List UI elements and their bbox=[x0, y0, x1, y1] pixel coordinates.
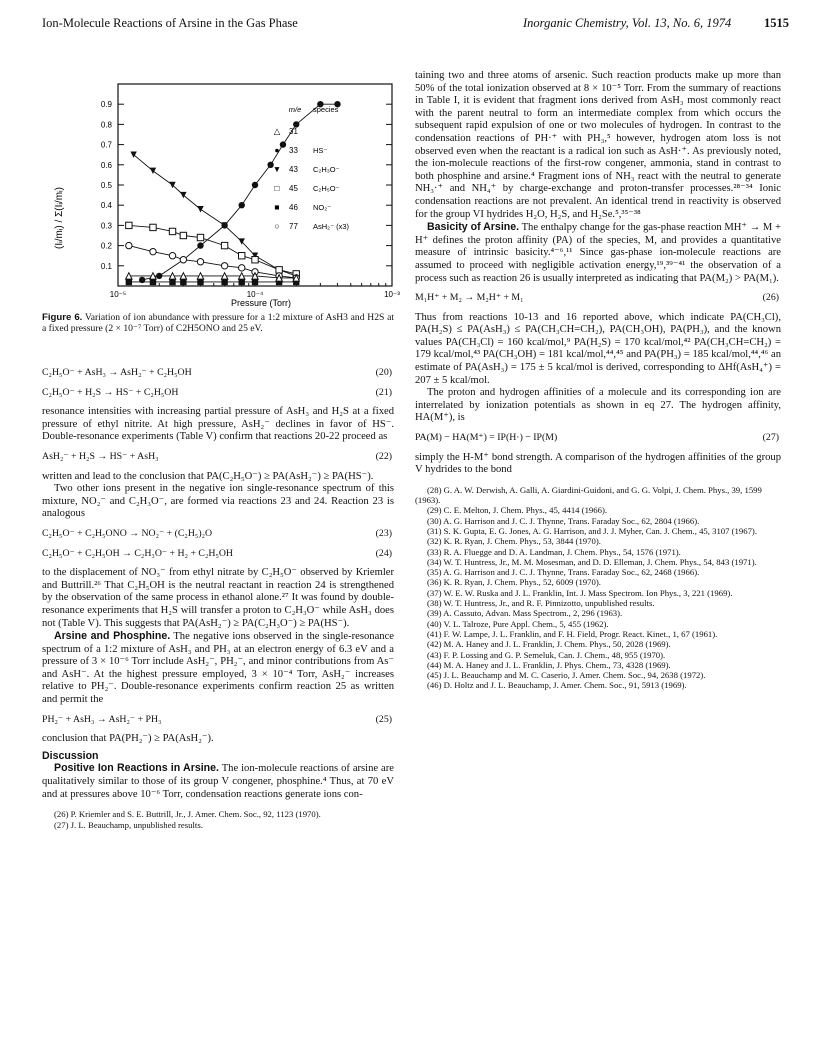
legend-marker: ■ bbox=[274, 202, 280, 212]
paragraph: resonance intensities with increasing partial pressure of AsH₃ and H₂S at a fixed pressure of ethyl nitrite. At high pressure, AsH₂⁻ declines in favor of HS⁻. Double-resonance experiments (Table V) confirm that reactions 20-22 proceed as bbox=[42, 406, 394, 443]
data-point bbox=[180, 279, 186, 285]
figure-caption-label: Figure 6. bbox=[42, 312, 83, 323]
legend-marker: △ bbox=[273, 126, 281, 136]
y-tick-label: 0.4 bbox=[100, 201, 112, 211]
reference-item: (44) M. A. Haney and J. L. Franklin, J. Phys. Chem., 73, 4328 (1969). bbox=[427, 659, 671, 670]
reference-item: (39) A. Cassuto, Advan. Mass Spectrom., 2, 296 (1963). bbox=[427, 608, 623, 619]
data-point bbox=[221, 242, 227, 248]
data-point bbox=[276, 267, 282, 273]
equation-21 bbox=[42, 387, 394, 400]
reference-item: (42) M. A. Haney and J. L. Franklin, J. Chem. Phys., 50, 2028 (1969). bbox=[427, 639, 671, 650]
reference-item: (28) G. A. W. Derwish, A. Galli, A. Giardini-Guidoni, and G. G. Volpi, J. Chem. Phys., 39, 1599 (1963). bbox=[415, 484, 762, 506]
figure-6-chart bbox=[40, 78, 402, 310]
legend-mz: 33 bbox=[289, 146, 298, 155]
paragraph: Two other ions present in the negative ion single-resonance spectrum of this mixture, NO₂⁻ and C₂H₃O⁻, are formed via reactions 23 and 24. Reaction 23 is analogous bbox=[42, 483, 394, 520]
data-point bbox=[239, 265, 245, 271]
equation-number: (27) bbox=[762, 432, 779, 444]
legend-header-mz: m/e bbox=[288, 105, 302, 114]
y-tick-label: 0.3 bbox=[100, 221, 112, 231]
reference-item: (37) W. E. W. Ruska and J. L. Franklin, Int. J. Mass Spectrom. Ion Phys., 3, 221 (1969). bbox=[427, 587, 733, 598]
legend-marker: ● bbox=[274, 145, 280, 155]
running-title: Ion-Molecule Reactions of Arsine in the Gas Phase bbox=[42, 16, 298, 30]
paragraph bbox=[415, 221, 781, 285]
reference-item: (32) K. R. Ryan, J. Chem. Phys., 53, 3844 (1970). bbox=[427, 536, 601, 547]
data-point bbox=[239, 253, 245, 259]
section-heading: Basicity of Arsine. bbox=[427, 221, 520, 234]
reference-item: (36) K. R. Ryan, J. Chem. Phys., 52, 6009 (1970). bbox=[427, 577, 601, 588]
journal-citation: Inorganic Chemistry, Vol. 13, No. 6, 1974 bbox=[523, 16, 732, 30]
paragraph: The proton and hydrogen affinities of a molecule and its corresponding ion are interrelated by ionization potentials as shown in eq 27. The hydrogen affinity, HA(M⁺), is bbox=[415, 387, 781, 424]
y-axis-label: (Iᵢ/mᵢ) / Σ(Iᵢ/mᵢ) bbox=[54, 187, 65, 249]
data-point bbox=[180, 257, 186, 263]
data-point bbox=[180, 232, 186, 238]
y-tick-label: 0.1 bbox=[100, 261, 112, 271]
page-number: 1515 bbox=[764, 16, 789, 30]
reference-item: (46) D. Holtz and J. L. Beauchamp, J. Amer. Chem. Soc., 91, 5913 (1969). bbox=[427, 680, 687, 691]
figure-caption bbox=[42, 312, 394, 334]
footnotes bbox=[42, 809, 394, 830]
paragraph bbox=[42, 630, 394, 707]
section-heading: Positive Ion Reactions in Arsine. bbox=[54, 762, 219, 775]
data-point bbox=[126, 279, 132, 285]
paragraph: taining two and three atoms of arsenic. Such reaction products make up more than 50% of the total ionization observed at 8 × 10⁻⁵ Torr. From the summary of reactions in Table I, it is evident that fragment ions derived from AsH₃ most commonly react with the parent neutral to form an intermediate complex from which occurs the subsequent rapid expulsion of one or two molecules of hydrogen. In contrast to the condensation reactions of PH·⁺ with PH₃,⁵ however, hydrogen atom loss is not observed even when the reactant is a radical ion such as AsH·⁺. As previously noted, the ion-molecule reactions of the first-row congener, ammonia, stand in contrast to both phosphine and arsine.⁴ Fragment ions of NH₃ react with the neutral to generate NH₃·⁺ and NH₄⁺ by charge-exchange and proton-transfer processes.²⁸⁻³⁴ Ionic condensation reactions are not prevalent. An identical trend in reactivity is observed for the group VI hydrides H₂O, H₂S, and H₂Se.⁵,³⁵⁻³⁸ bbox=[415, 70, 781, 220]
legend-mz: 31 bbox=[289, 127, 298, 136]
equation-26 bbox=[415, 292, 781, 305]
data-point bbox=[150, 248, 156, 254]
equation-22 bbox=[42, 451, 394, 464]
equation-text: C₂H₅O⁻ + AsH₃ → AsH₂⁻ + C₂H₅OH bbox=[42, 367, 192, 378]
data-point bbox=[239, 202, 245, 208]
data-point bbox=[197, 259, 203, 265]
paragraph: to the displacement of NO₃⁻ from ethyl nitrate by C₂H₅O⁻ observed by Kriemler and Buttrill.²⁶ That C₂H₅OH is the neutral reactant in reaction 24 is strengthened by the observation of the same process in ethanol alone.²⁷ It was found by double-resonance experiments that H₂S will transfer a proton to C₂H₃O⁻ while AsH₃ does not (Table V). This suggests that PA(AsH₂⁻) ≥ PA(C₂H₃O⁻) ≥ PA(HS⁻). bbox=[42, 567, 394, 629]
paragraph: conclusion that PA(PH₂⁻) ≥ PA(AsH₂⁻). bbox=[42, 733, 214, 745]
data-point bbox=[126, 242, 132, 248]
x-tick-label: 10⁻⁵ bbox=[109, 290, 127, 299]
data-point bbox=[197, 242, 203, 248]
legend-header-species: species bbox=[313, 105, 339, 114]
legend-mz: 43 bbox=[289, 165, 298, 174]
paragraph: Thus from reactions 10-13 and 16 reported above, which indicate PA(CH₃Cl), PA(H₂S) ≤ PA(AsH₃) ≤ PA(CH₃CH=CH₂), PA(CH₃OH), PA(PH₃), and the known values PA(CH₃Cl) = 160 kcal/mol,⁹ PA(H₂S) = 170 kcal/mol,⁴² PA(CH₃CH=CH₂) = 179 kcal/mol,⁴³ PA(CH₃OH) = 181 kcal/mol,⁴⁴,⁴⁵ and PA(PH₃) = 185 kcal/mol,⁴⁴,⁴⁶ an estimate of PA(AsH₃) = 175 ± 5 kcal/mol is derived, corresponding to ΔHf(AsH₄⁺) = 207 ± 5 kcal/mol. bbox=[415, 311, 781, 386]
y-tick-label: 0.8 bbox=[100, 120, 112, 130]
data-point bbox=[252, 257, 258, 263]
equation-number: (20) bbox=[375, 367, 392, 378]
figure-6 bbox=[40, 78, 402, 310]
reference-item: (34) W. T. Huntress, Jr., M. M. Mosesman, and D. D. Elleman, J. Chem. Phys., 54, 843 (1971). bbox=[427, 556, 757, 567]
legend-species: C₂H₅O⁻ bbox=[313, 184, 340, 193]
data-point bbox=[169, 279, 175, 285]
y-tick-label: 0.9 bbox=[100, 100, 112, 110]
legend-mz: 46 bbox=[289, 203, 298, 212]
equation-text: C₂H₅O⁻ + C₂H₅ONO → NO₂⁻ + (C₂H₅)₂O bbox=[42, 527, 213, 539]
equation-text: PA(M) − HA(M⁺) = IP(H·) − IP(M) bbox=[415, 432, 558, 444]
legend-species: NO₂⁻ bbox=[313, 203, 332, 212]
data-point bbox=[197, 206, 203, 212]
paragraph bbox=[42, 762, 394, 801]
equation-text: PH₂⁻ + AsH₃ → AsH₂⁻ + PH₃ bbox=[42, 713, 162, 725]
equation-25 bbox=[42, 714, 394, 727]
reference-item: (31) S. K. Gupta, E. G. Jones, A. G. Harrison, and J. J. Myher, Can. J. Chem., 45, 3107 (1967). bbox=[427, 526, 757, 536]
y-tick-label: 0.7 bbox=[100, 140, 112, 150]
left-column bbox=[42, 360, 394, 830]
equation-20 bbox=[42, 367, 394, 380]
data-point bbox=[221, 263, 227, 269]
equation-text: C₂H₅O⁻ + H₂S → HS⁻ + C₂H₅OH bbox=[42, 386, 179, 398]
y-tick-label: 0.6 bbox=[100, 160, 112, 170]
x-tick-label: 10⁻⁴ bbox=[246, 290, 264, 299]
legend-marker: ○ bbox=[274, 221, 280, 231]
equation-number: (21) bbox=[375, 386, 392, 398]
data-point bbox=[221, 279, 227, 285]
equation-text: AsH₂⁻ + H₂S → HS⁻ + AsH₃ bbox=[42, 450, 159, 462]
equation-number: (23) bbox=[375, 527, 392, 539]
reference-item: (43) F. P. Lossing and G. P. Semeluk, Can. J. Chem., 48, 955 (1970). bbox=[427, 649, 666, 660]
y-tick-label: 0.5 bbox=[100, 181, 112, 190]
section-heading: Arsine and Phosphine. bbox=[54, 630, 171, 643]
reference-item: (45) J. L. Beauchamp and M. C. Caserio, J. Amer. Chem. Soc., 94, 2638 (1972). bbox=[427, 670, 706, 681]
data-point bbox=[150, 279, 156, 285]
reference-item: (35) A. G. Harrison and J. C. J. Thynne, Trans. Faraday Soc., 62, 2468 (1966). bbox=[427, 567, 700, 578]
right-column bbox=[415, 70, 781, 691]
equation-number: (24) bbox=[375, 547, 392, 559]
data-point bbox=[252, 279, 258, 285]
reference-item: (33) R. A. Fluegge and D. A. Landman, J. Chem. Phys., 54, 1576 (1971). bbox=[427, 546, 681, 557]
equation-23 bbox=[42, 528, 394, 541]
paragraph-text: The enthalpy change for the gas-phase reaction MH⁺ → M + H⁺ defines the proton affinity (PA) of the species, M, and provides a quantitative measure of intrinsic basicity.⁴⁻⁶,¹¹ Since gas-phase ion-molecule reactions are assumed to proceed with negligible activation energy,¹⁹,³⁹⁻⁴¹ the observation of a process such as reaction 26 is usually interpreted as indicating that PA(M₂) > PA(M₁). bbox=[415, 222, 781, 284]
y-tick-label: 0.2 bbox=[100, 241, 112, 251]
reference-item: (40) V. L. Talroze, Pure Appl. Chem., 5, 455 (1962). bbox=[427, 618, 609, 629]
paragraph-text: The ion-molecule reactions of arsine are qualitatively similar to those of its group V congener, phosphine.⁴ Thus, at 70 eV and at pressures above 10⁻⁶ Torr, condensation reactions generate ions con- bbox=[42, 763, 394, 800]
equation-number: (22) bbox=[375, 450, 392, 462]
equation-number: (25) bbox=[375, 713, 392, 725]
data-point bbox=[239, 279, 245, 285]
footnote: (26) P. Kriemler and S. E. Buttrill, Jr., J. Amer. Chem. Soc., 92, 1123 (1970). bbox=[54, 809, 321, 820]
legend-species: AsH₂⁻ (x3) bbox=[313, 222, 350, 231]
reference-item: (41) F. W. Lampe, J. L. Franklin, and F. H. Field, Progr. React. Kinet., 1, 67 (1961). bbox=[427, 628, 718, 639]
x-axis-label: Pressure (Torr) bbox=[230, 298, 292, 308]
legend-species: C₂H₃O⁻ bbox=[313, 165, 340, 174]
legend-marker: □ bbox=[274, 183, 280, 193]
legend-species: HS⁻ bbox=[313, 146, 328, 155]
data-point bbox=[126, 222, 132, 228]
equation-text: C₂H₅O⁻ + C₂H₅OH → C₂H₃O⁻ + H₂ + C₂H₅OH bbox=[42, 547, 234, 559]
equation-text: M₁H⁺ + M₂ → M₂H⁺ + M₁ bbox=[415, 292, 524, 304]
data-point bbox=[169, 253, 175, 259]
equation-number: (26) bbox=[762, 292, 779, 304]
paragraph-text: The negative ions observed in the single-resonance spectrum of a 1:2 mixture of AsH₃ and PH₃ at an electron energy of 6.3 eV and a pressure of 3 × 10⁻⁶ Torr include AsH₂⁻, PH₂⁻, and minor contributions from As⁻ and AsH⁻. At the highest pressure employed, 3 × 10⁻⁴ Torr, AsH₂⁻ increases relative to PH₂⁻. Double-resonance experiments confirm reaction 25 as written and permit the bbox=[42, 631, 394, 706]
data-point bbox=[150, 224, 156, 230]
data-point bbox=[150, 168, 156, 174]
reference-item: (29) C. E. Melton, J. Chem. Phys., 45, 4414 (1966). bbox=[427, 505, 608, 516]
data-point bbox=[252, 182, 258, 188]
figure-caption-text: Variation of ion abundance with pressure for a 1:2 mixture of AsH3 and H2S at a fixed pressure (2 × 10⁻⁷ Torr) of C2H5ONO and 25 eV. bbox=[42, 312, 394, 335]
reference-item: (30) A. G. Harrison and J. C. J. Thynne, Trans. Faraday Soc., 62, 2804 (1966). bbox=[427, 515, 700, 526]
paragraph: simply the H-M⁺ bond strength. A comparison of the hydrogen affinities of the group V hydrides to the bond bbox=[415, 451, 781, 476]
reference-item: (38) W. T. Huntress, Jr., and R. F. Pinnizotto, unpublished results. bbox=[427, 598, 655, 609]
legend-mz: 45 bbox=[289, 184, 298, 193]
data-point bbox=[197, 234, 203, 240]
legend-marker: ▼ bbox=[272, 164, 282, 174]
paragraph: written and lead to the conclusion that PA(C₂H₅O⁻) ≥ PA(AsH₂⁻) ≥ PA(HS⁻). bbox=[42, 470, 374, 482]
x-tick-label: 10⁻³ bbox=[384, 290, 400, 299]
data-point bbox=[197, 279, 203, 285]
legend-mz: 77 bbox=[289, 222, 298, 231]
data-point bbox=[169, 228, 175, 234]
footnote: (27) J. L. Beauchamp, unpublished results. bbox=[54, 819, 203, 830]
equation-24 bbox=[42, 548, 394, 561]
discussion-heading: Discussion bbox=[42, 749, 99, 762]
equation-27 bbox=[415, 432, 781, 445]
data-point bbox=[280, 141, 286, 147]
references bbox=[415, 485, 781, 691]
